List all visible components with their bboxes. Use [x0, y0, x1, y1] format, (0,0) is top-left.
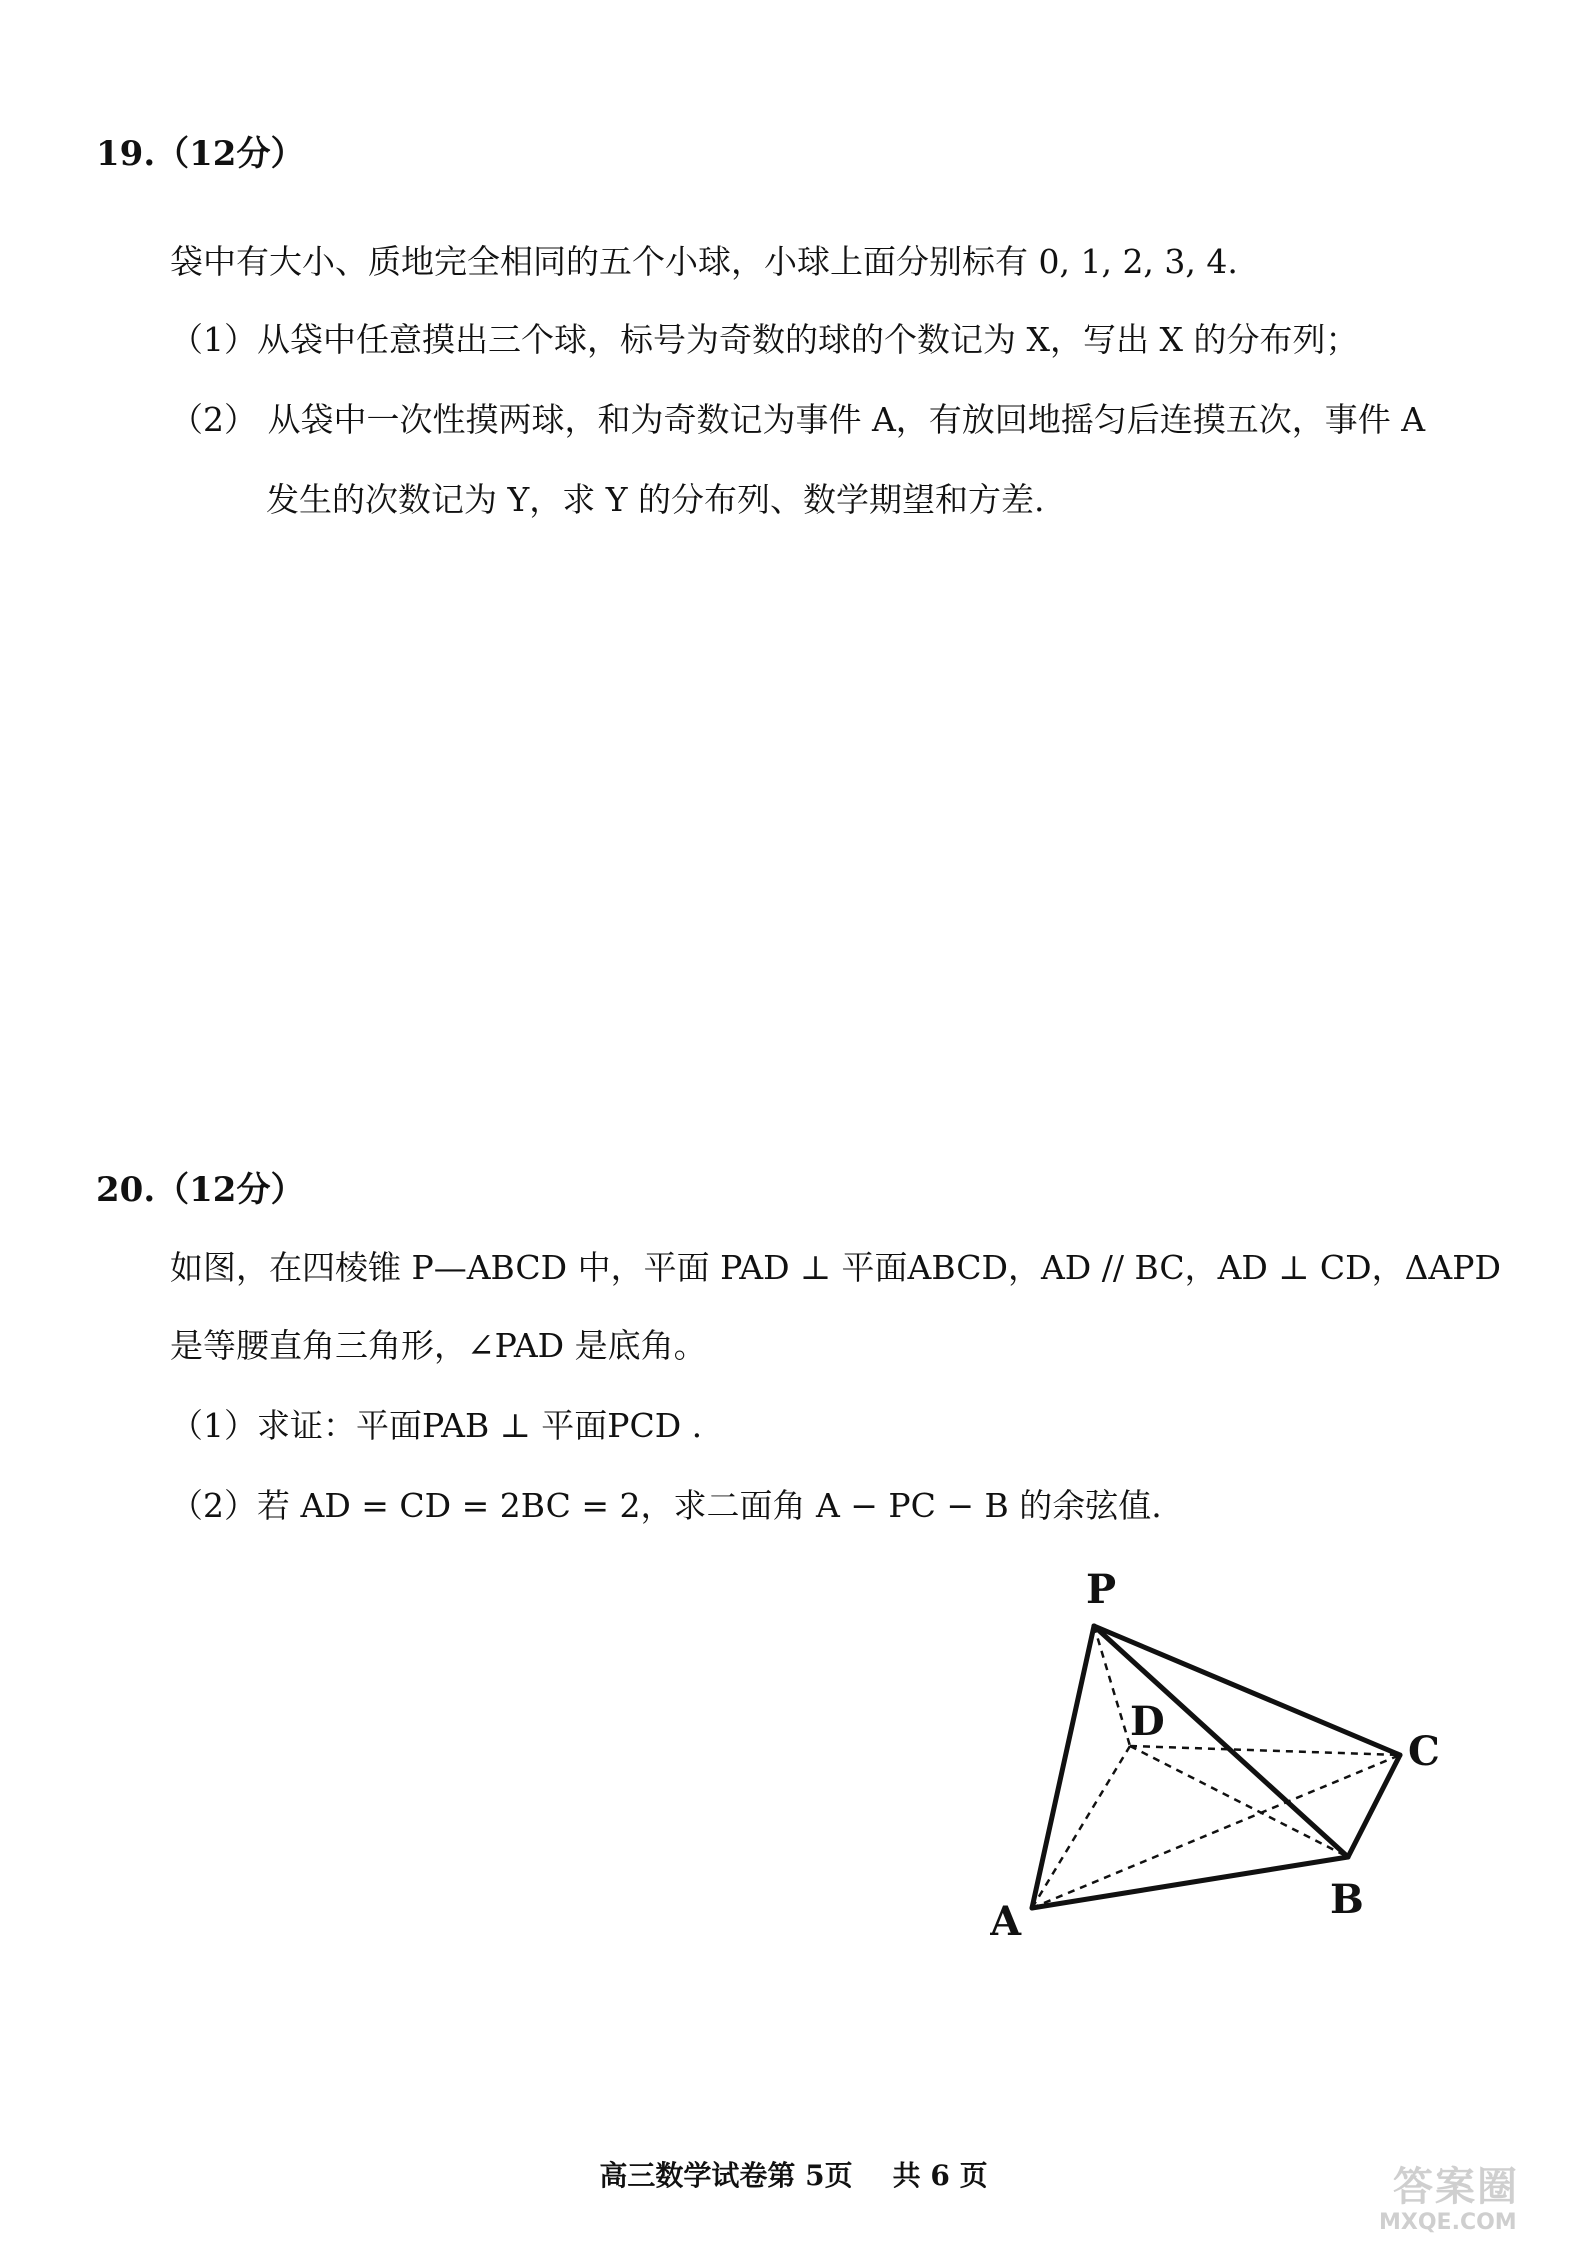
q20-part2: （2）若 AD = CD = 2BC = 2，求二面角 A − PC − B 的余弦值. [170, 1486, 1162, 1525]
q20-stem-line1: 如图，在四棱锥 P—ABCD 中，平面 PAD ⊥ 平面ABCD，AD // BC，AD ⊥ CD，ΔAPD [170, 1248, 1501, 1287]
label-C: C [1408, 1728, 1440, 1775]
q19-stem: 袋中有大小、质地完全相同的五个小球，小球上面分别标有 0, 1, 2, 3, 4. [170, 242, 1238, 281]
page-footer [0, 2158, 1587, 2194]
q20-stem-line2: 是等腰直角三角形，∠PAD 是底角。 [170, 1326, 707, 1365]
watermark-url: MXQE.COM [1379, 2210, 1517, 2235]
q19-part2-line1: （2） 从袋中一次性摸两球，和为奇数记为事件 A，有放回地摇匀后连摸五次，事件 A [170, 400, 1426, 439]
label-P: P [1086, 1566, 1117, 1613]
footer-page-info: 高三数学试卷第 5页 [599, 2159, 853, 2192]
q19-heading: 19.（12分） [96, 134, 305, 174]
watermark [1379, 2155, 1569, 2235]
watermark-logo: 答案圈 [1393, 2164, 1519, 2210]
q19-part2-line2: 发生的次数记为 Y，求 Y 的分布列、数学期望和方差. [266, 480, 1045, 519]
label-D: D [1130, 1698, 1165, 1745]
q19-part1: （1）从袋中任意摸出三个球，标号为奇数的球的个数记为 X，写出 X 的分布列； [170, 320, 1359, 359]
edge-DA [1032, 1746, 1130, 1908]
q20-part1: （1）求证：平面PAB ⊥ 平面PCD . [170, 1406, 703, 1445]
label-B: B [1330, 1876, 1364, 1923]
edge-DC [1130, 1746, 1400, 1755]
edge-DB [1130, 1746, 1348, 1857]
edge-BC [1348, 1755, 1400, 1857]
edge-AB [1032, 1857, 1348, 1908]
edge-PA [1032, 1626, 1094, 1908]
label-A: A [990, 1898, 1022, 1945]
pyramid-figure [990, 1565, 1450, 1945]
q20-heading: 20.（12分） [96, 1170, 305, 1210]
footer-total-pages: 共 6 页 [892, 2159, 988, 2192]
